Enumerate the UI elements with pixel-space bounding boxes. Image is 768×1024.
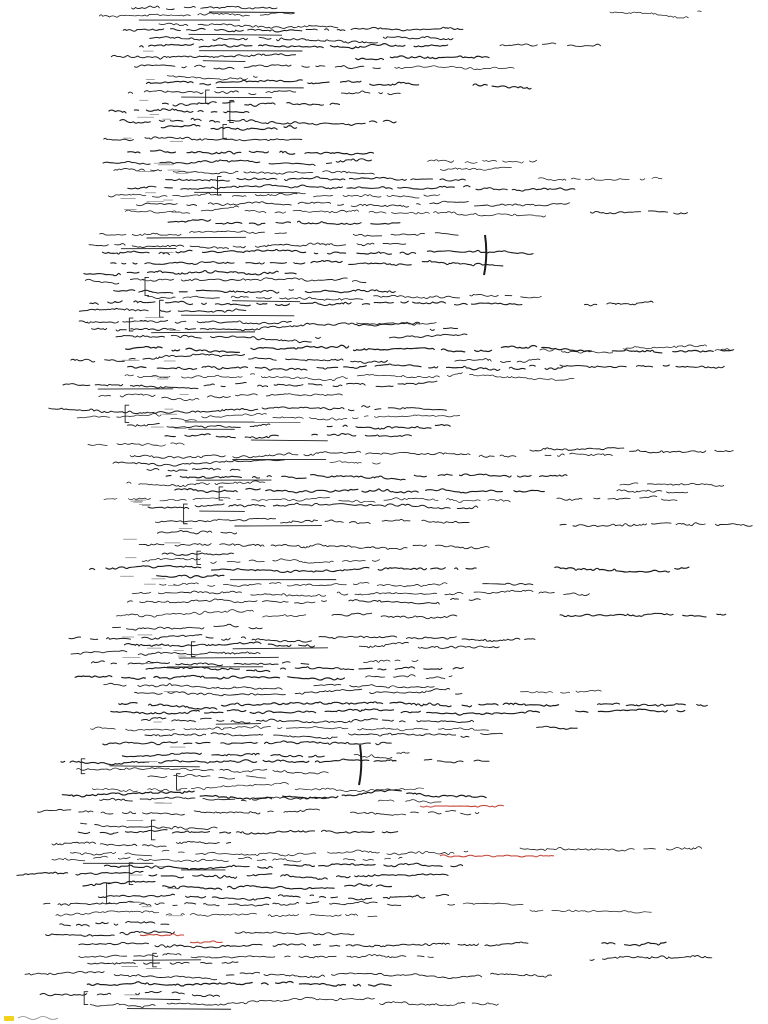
handwritten-line bbox=[63, 381, 445, 389]
handwritten-line bbox=[116, 610, 314, 618]
handwritten-line bbox=[146, 667, 463, 672]
handwritten-line bbox=[25, 972, 557, 980]
handwritten-line bbox=[314, 684, 434, 688]
handwritten-line bbox=[89, 243, 412, 249]
handwritten-line bbox=[71, 354, 388, 364]
handwritten-line bbox=[133, 590, 590, 596]
handwritten-line bbox=[75, 675, 344, 680]
red-correction-mark bbox=[420, 805, 504, 807]
handwritten-line bbox=[60, 921, 174, 926]
handwritten-line bbox=[483, 583, 542, 585]
handwritten-line bbox=[163, 102, 340, 107]
handwritten-line bbox=[364, 660, 419, 663]
handwritten-line bbox=[157, 530, 236, 533]
handwritten-line bbox=[150, 37, 453, 44]
handwritten-line bbox=[175, 488, 545, 493]
handwritten-line bbox=[165, 434, 278, 439]
fraction-bar bbox=[181, 315, 294, 316]
handwritten-line bbox=[557, 496, 677, 501]
handwritten-line bbox=[148, 774, 266, 779]
ink-layer bbox=[17, 6, 763, 1009]
bracket-stroke bbox=[81, 759, 85, 774]
handwritten-line bbox=[440, 167, 522, 170]
handwritten-line bbox=[52, 841, 231, 847]
handwritten-line bbox=[136, 991, 220, 996]
vertical-divider-stroke bbox=[359, 745, 361, 785]
handwritten-line bbox=[79, 942, 528, 948]
handwritten-line bbox=[52, 856, 301, 862]
handwritten-line bbox=[520, 847, 702, 851]
handwritten-line bbox=[87, 981, 401, 986]
handwritten-line bbox=[79, 320, 302, 324]
handwritten-line bbox=[560, 613, 731, 617]
handwritten-line bbox=[103, 741, 392, 745]
handwritten-line bbox=[332, 613, 457, 618]
bracket-stroke bbox=[197, 551, 201, 564]
handwritten-line bbox=[591, 211, 688, 214]
handwritten-line bbox=[85, 278, 371, 284]
handwritten-line bbox=[560, 365, 724, 368]
handwritten-line bbox=[123, 27, 463, 32]
handwritten-line bbox=[104, 683, 282, 689]
handwritten-line bbox=[122, 753, 324, 757]
handwritten-line bbox=[113, 460, 284, 466]
handwritten-line bbox=[538, 177, 662, 180]
handwritten-line bbox=[90, 301, 522, 306]
handwritten-line bbox=[103, 159, 371, 166]
handwritten-line bbox=[137, 201, 570, 207]
fraction-bar bbox=[151, 332, 255, 333]
bracket-stroke bbox=[125, 405, 129, 422]
handwritten-line bbox=[125, 206, 545, 217]
handwritten-line bbox=[109, 109, 249, 113]
handwritten-line bbox=[166, 177, 476, 181]
handwritten-line bbox=[114, 290, 395, 294]
handwritten-line bbox=[590, 955, 712, 960]
handwritten-line bbox=[378, 800, 451, 803]
handwritten-line bbox=[90, 566, 487, 573]
handwritten-line bbox=[349, 598, 480, 604]
handwritten-line bbox=[135, 65, 381, 69]
handwritten-line bbox=[38, 809, 320, 815]
handwritten-line bbox=[100, 797, 327, 801]
fraction-bar bbox=[233, 648, 328, 649]
handwritten-line bbox=[103, 249, 534, 254]
bracket-stroke bbox=[206, 90, 210, 103]
handwritten-line bbox=[104, 497, 518, 502]
bracket-stroke bbox=[160, 300, 164, 317]
fraction-bar bbox=[127, 1009, 231, 1010]
handwritten-line bbox=[111, 54, 295, 59]
handwritten-line bbox=[155, 518, 469, 523]
handwritten-line bbox=[104, 137, 302, 141]
handwritten-line bbox=[312, 434, 412, 437]
handwritten-line bbox=[99, 12, 294, 17]
handwritten-line bbox=[127, 481, 276, 487]
handwritten-line bbox=[120, 118, 396, 125]
handwritten-line bbox=[366, 675, 453, 679]
handwritten-line bbox=[147, 468, 240, 471]
handwritten-line bbox=[576, 709, 685, 712]
handwritten-line bbox=[44, 901, 401, 906]
red-correction-mark bbox=[140, 934, 184, 936]
handwritten-line bbox=[146, 80, 418, 85]
handwritten-line bbox=[71, 651, 260, 656]
handwritten-line bbox=[88, 962, 238, 965]
fraction-bar bbox=[147, 237, 246, 238]
red-correction-mark bbox=[190, 941, 223, 943]
handwritten-line bbox=[168, 220, 400, 225]
handwritten-line bbox=[135, 688, 462, 695]
handwritten-line bbox=[620, 483, 735, 486]
handwritten-line bbox=[77, 768, 329, 774]
handwritten-line bbox=[100, 231, 287, 236]
handwritten-line bbox=[160, 582, 447, 586]
red-correction-mark bbox=[440, 855, 554, 857]
fraction-bar bbox=[109, 766, 199, 767]
handwritten-line bbox=[157, 575, 229, 578]
handwritten-line bbox=[124, 642, 321, 647]
handwritten-line bbox=[342, 91, 411, 95]
fraction-bar bbox=[179, 657, 279, 658]
handwritten-line bbox=[356, 56, 496, 60]
handwritten-line bbox=[98, 894, 448, 900]
handwritten-line bbox=[56, 911, 377, 917]
handwritten-line bbox=[424, 759, 489, 763]
handwritten-line bbox=[343, 857, 402, 860]
handwritten-line bbox=[69, 635, 535, 643]
handwritten-line bbox=[617, 490, 688, 493]
handwritten-line bbox=[40, 993, 119, 995]
handwritten-line bbox=[91, 661, 308, 666]
handwritten-line bbox=[113, 624, 268, 630]
handwritten-line bbox=[598, 703, 708, 706]
handwritten-line bbox=[125, 373, 574, 381]
fraction-bar bbox=[232, 301, 300, 302]
handwritten-line bbox=[128, 90, 295, 94]
handwritten-line bbox=[167, 76, 265, 80]
handwritten-line bbox=[142, 558, 388, 563]
handwritten-line bbox=[77, 413, 467, 420]
vertical-divider-stroke bbox=[484, 235, 486, 275]
handwritten-line bbox=[130, 451, 527, 458]
handwritten-line bbox=[530, 910, 651, 913]
handwritten-line bbox=[139, 544, 498, 550]
handwritten-line bbox=[84, 271, 296, 276]
handwritten-line bbox=[148, 294, 542, 300]
handwritten-line bbox=[111, 709, 540, 715]
handwritten-line bbox=[428, 160, 542, 163]
handwritten-line bbox=[354, 752, 409, 758]
handwritten-line bbox=[70, 850, 467, 856]
handwritten-line bbox=[560, 523, 763, 527]
bracket-stroke bbox=[219, 487, 223, 500]
handwritten-line bbox=[145, 733, 503, 739]
handwritten-line bbox=[166, 474, 574, 480]
handwritten-line bbox=[140, 44, 457, 49]
handwritten-line bbox=[81, 823, 226, 829]
handwritten-line bbox=[17, 871, 448, 879]
handwritten-line bbox=[116, 335, 320, 342]
handwritten-line bbox=[395, 66, 524, 70]
bracket-stroke bbox=[223, 125, 227, 139]
fraction-bar bbox=[181, 97, 272, 98]
fraction-bar bbox=[189, 34, 282, 35]
handwritten-line bbox=[92, 783, 423, 792]
footer-app-badge bbox=[4, 1016, 14, 1021]
handwritten-line bbox=[521, 690, 607, 693]
handwritten-line bbox=[142, 717, 474, 723]
handwritten-line bbox=[545, 453, 612, 456]
handwritten-line bbox=[602, 942, 666, 946]
handwritten-line bbox=[473, 84, 531, 89]
handwritten-line bbox=[108, 193, 440, 198]
handwritten-line bbox=[448, 903, 523, 905]
handwritten-line bbox=[128, 364, 569, 370]
handwritten-line bbox=[79, 953, 434, 958]
bracket-stroke bbox=[184, 504, 188, 524]
handwritten-line bbox=[61, 759, 396, 765]
fraction-bar bbox=[216, 724, 261, 725]
handwritten-line bbox=[500, 43, 612, 47]
handwritten-line bbox=[132, 6, 284, 10]
handwritten-line bbox=[162, 553, 233, 555]
footer-caption-scribble bbox=[18, 1015, 58, 1021]
handwritten-line bbox=[584, 301, 653, 306]
handwritten-line bbox=[330, 461, 389, 464]
handwritten-line bbox=[127, 599, 326, 604]
handwritten-line bbox=[235, 932, 354, 935]
handwritten-line bbox=[612, 350, 744, 353]
handwritten-line bbox=[161, 124, 308, 130]
handwritten-line bbox=[327, 425, 462, 430]
handwritten-line bbox=[49, 406, 447, 414]
handwritten-line bbox=[128, 150, 374, 155]
handwritten-line bbox=[390, 334, 467, 338]
handwritten-line bbox=[128, 185, 575, 192]
fraction-bar bbox=[130, 999, 181, 1000]
bracket-stroke bbox=[107, 883, 111, 903]
handwritten-line bbox=[46, 931, 175, 936]
handwritten-line bbox=[99, 394, 343, 401]
handwritten-line bbox=[555, 566, 696, 572]
handwritten-line bbox=[455, 359, 540, 363]
handwritten-line bbox=[119, 702, 570, 709]
handwritten-line bbox=[159, 23, 349, 28]
handwritten-line bbox=[148, 503, 478, 509]
handwritten-line bbox=[126, 345, 598, 352]
handwritten-line bbox=[127, 423, 278, 427]
handwritten-line bbox=[359, 642, 499, 648]
handwritten-line bbox=[610, 11, 701, 18]
fraction-bar bbox=[251, 440, 328, 441]
handwritten-line bbox=[111, 261, 503, 266]
handwritten-line bbox=[353, 233, 458, 237]
handwritten-line bbox=[530, 448, 733, 453]
red-corrections bbox=[140, 805, 554, 943]
fraction-bar bbox=[203, 61, 246, 62]
handwritten-line bbox=[78, 830, 397, 835]
handwritten-line bbox=[88, 443, 184, 446]
handwritten-line bbox=[79, 308, 257, 312]
handwritten-line bbox=[537, 726, 577, 729]
handwritten-line bbox=[91, 726, 489, 731]
handwritten-line bbox=[351, 810, 479, 815]
